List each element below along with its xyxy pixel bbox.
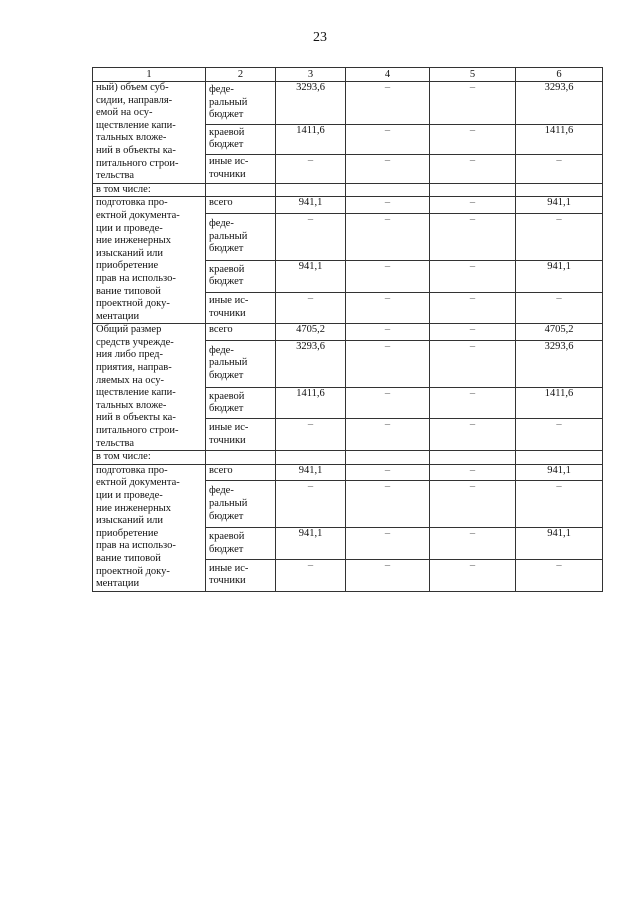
dash-col-6: –	[516, 481, 603, 528]
empty-cell	[430, 183, 516, 197]
funding-source: краевой бюджет	[206, 125, 276, 154]
dash-col-5: –	[430, 260, 516, 292]
subheading-label: в том числе:	[93, 183, 206, 197]
value-col-3: 941,1	[276, 528, 346, 560]
column-header-6: 6	[516, 68, 603, 82]
funding-source: феде- ральный бюджет	[206, 213, 276, 260]
value-col-6: 941,1	[516, 260, 603, 292]
indicator-description: подготовка про- ектной документа- ции и проведе- ние инженерных изысканий или приобретение прав на использо- вание типовой проектной доку- ментации	[93, 464, 206, 591]
column-header-2: 2	[206, 68, 276, 82]
dash-col-4: –	[346, 154, 430, 183]
funding-source: феде- ральный бюджет	[206, 340, 276, 387]
funding-source: краевой бюджет	[206, 387, 276, 419]
dash-col-3: –	[276, 419, 346, 451]
value-col-3: 941,1	[276, 197, 346, 213]
value-col-3: 941,1	[276, 464, 346, 480]
dash-col-3: –	[276, 481, 346, 528]
funding-source: иные ис- точники	[206, 154, 276, 183]
empty-cell	[346, 451, 430, 465]
dash-col-4: –	[346, 464, 430, 480]
column-header-5: 5	[430, 68, 516, 82]
page-number: 23	[313, 30, 327, 45]
subheading-label: в том числе:	[93, 451, 206, 465]
dash-col-3: –	[276, 154, 346, 183]
value-col-6: 941,1	[516, 464, 603, 480]
dash-col-6: –	[516, 213, 603, 260]
value-col-6: 1411,6	[516, 125, 603, 154]
value-col-3: 4705,2	[276, 324, 346, 340]
value-col-6: 1411,6	[516, 387, 603, 419]
dash-col-4: –	[346, 197, 430, 213]
dash-col-4: –	[346, 387, 430, 419]
value-col-3: 1411,6	[276, 125, 346, 154]
dash-col-5: –	[430, 213, 516, 260]
funding-source: иные ис- точники	[206, 419, 276, 451]
dash-col-4: –	[346, 213, 430, 260]
funding-source: всего	[206, 197, 276, 213]
dash-col-4: –	[346, 560, 430, 592]
value-col-6: 4705,2	[516, 324, 603, 340]
dash-col-4: –	[346, 481, 430, 528]
column-header-3: 3	[276, 68, 346, 82]
table-row	[93, 464, 603, 480]
dash-col-5: –	[430, 340, 516, 387]
funding-source: иные ис- точники	[206, 560, 276, 592]
table-body	[93, 68, 603, 592]
indicator-description: ный) объем суб- сидии, направля- емой на осу- ществление капи- тальных вложе- ний в объекты ка- питального строи- тельства	[93, 82, 206, 184]
dash-col-4: –	[346, 292, 430, 324]
dash-col-6: –	[516, 292, 603, 324]
table-row	[93, 82, 603, 125]
funding-source: всего	[206, 324, 276, 340]
column-header-1: 1	[93, 68, 206, 82]
dash-col-4: –	[346, 340, 430, 387]
empty-cell	[276, 183, 346, 197]
dash-col-4: –	[346, 260, 430, 292]
value-col-3: 1411,6	[276, 387, 346, 419]
funding-source: краевой бюджет	[206, 260, 276, 292]
column-header-4: 4	[346, 68, 430, 82]
table-row	[93, 324, 603, 340]
empty-cell	[276, 451, 346, 465]
funding-source: иные ис- точники	[206, 292, 276, 324]
empty-cell	[206, 451, 276, 465]
dash-col-3: –	[276, 292, 346, 324]
empty-cell	[430, 451, 516, 465]
funding-source: краевой бюджет	[206, 528, 276, 560]
value-col-6: 3293,6	[516, 82, 603, 125]
dash-col-5: –	[430, 82, 516, 125]
dash-col-5: –	[430, 481, 516, 528]
dash-col-5: –	[430, 419, 516, 451]
dash-col-5: –	[430, 125, 516, 154]
funding-source: всего	[206, 464, 276, 480]
empty-cell	[516, 451, 603, 465]
value-col-6: 941,1	[516, 528, 603, 560]
dash-col-4: –	[346, 82, 430, 125]
dash-col-5: –	[430, 292, 516, 324]
dash-col-6: –	[516, 560, 603, 592]
value-col-3: 3293,6	[276, 340, 346, 387]
dash-col-6: –	[516, 419, 603, 451]
dash-col-5: –	[430, 197, 516, 213]
dash-col-3: –	[276, 560, 346, 592]
dash-col-5: –	[430, 528, 516, 560]
dash-col-4: –	[346, 528, 430, 560]
value-col-3: 941,1	[276, 260, 346, 292]
funding-table	[92, 67, 603, 592]
value-col-3: 3293,6	[276, 82, 346, 125]
dash-col-4: –	[346, 419, 430, 451]
dash-col-6: –	[516, 154, 603, 183]
dash-col-4: –	[346, 125, 430, 154]
subheading-row	[93, 451, 603, 465]
column-number-row	[93, 68, 603, 82]
empty-cell	[346, 183, 430, 197]
funding-source: феде- ральный бюджет	[206, 481, 276, 528]
dash-col-3: –	[276, 213, 346, 260]
dash-col-5: –	[430, 324, 516, 340]
table-row	[93, 197, 603, 213]
dash-col-5: –	[430, 154, 516, 183]
indicator-description: Общий размер средств учрежде- ния либо пред- приятия, направ- ляемых на осу- ществление капи- тальных вложе- ний в объекты ка- питального строи- тельства	[93, 324, 206, 451]
dash-col-5: –	[430, 464, 516, 480]
value-col-6: 3293,6	[516, 340, 603, 387]
indicator-description: подготовка про- ектной документа- ции и проведе- ние инженерных изысканий или приобретение прав на использо- вание типовой проектной доку- ментации	[93, 197, 206, 324]
value-col-6: 941,1	[516, 197, 603, 213]
dash-col-4: –	[346, 324, 430, 340]
subheading-row	[93, 183, 603, 197]
empty-cell	[516, 183, 603, 197]
funding-source: феде- ральный бюджет	[206, 82, 276, 125]
dash-col-5: –	[430, 387, 516, 419]
dash-col-5: –	[430, 560, 516, 592]
empty-cell	[206, 183, 276, 197]
